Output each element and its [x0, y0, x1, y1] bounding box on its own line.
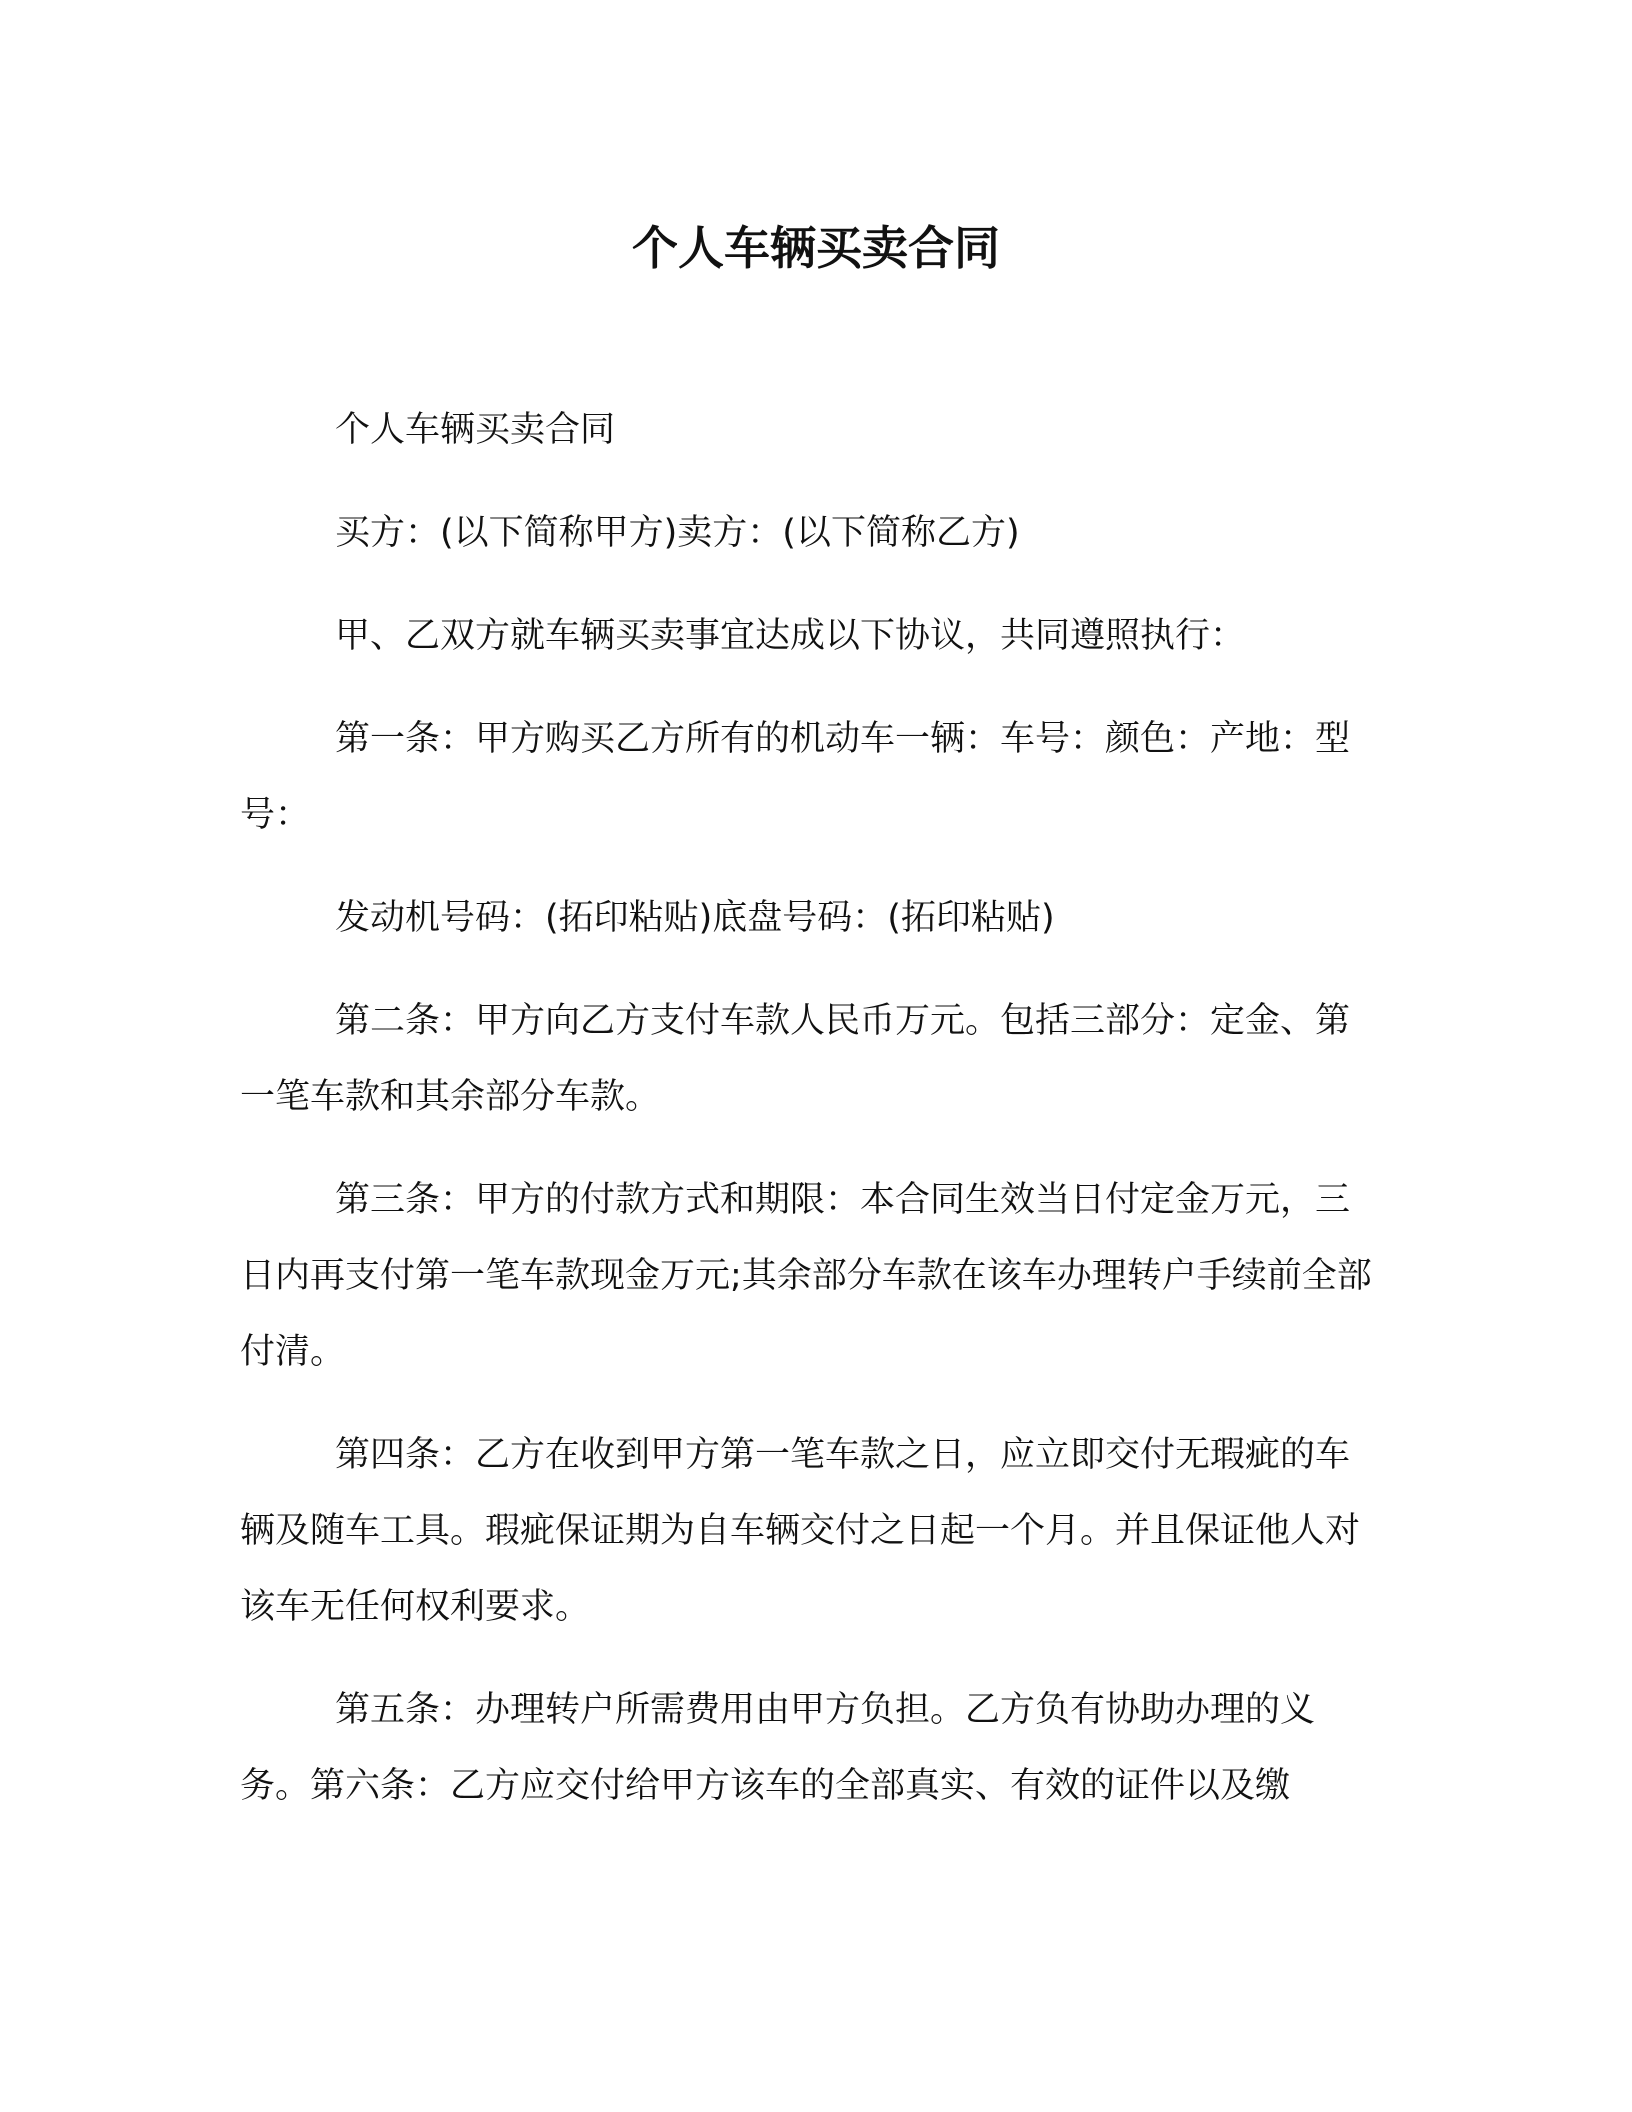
- paragraph-article-1: 第一条：甲方购买乙方所有的机动车一辆：车号：颜色：产地：型号：: [240, 719, 1351, 835]
- paragraph-article-2: 第二条：甲方向乙方支付车款人民币万元。包括三部分：定金、第一笔车款和其余部分车款。: [240, 1001, 1351, 1117]
- document-body: [240, 392, 1380, 1851]
- paragraph-article-5: 第五条：办理转户所需费用由甲方负担。乙方负有协助办理的义务。第六条：乙方应交付给甲方该车的全部真实、有效的证件以及缴: [240, 1690, 1316, 1806]
- paragraph-agreement: 甲、乙双方就车辆买卖事宜达成以下协议，共同遵照执行：: [335, 616, 1246, 656]
- paragraph-heading: 个人车辆买卖合同: [335, 410, 616, 450]
- paragraph-engine-number: 发动机号码：(拓印粘贴)底盘号码：(拓印粘贴): [335, 898, 1055, 938]
- document-title: 个人车辆买卖合同: [632, 221, 1000, 275]
- paragraph-article-4: 第四条：乙方在收到甲方第一笔车款之日，应立即交付无瑕疵的车辆及随车工具。瑕疵保证期为自车辆交付之日起一个月。并且保证他人对该车无任何权利要求。: [240, 1435, 1361, 1627]
- paragraph-parties: 买方：(以下简称甲方)卖方：(以下简称乙方): [335, 513, 1020, 553]
- paragraph-article-3: 第三条：甲方的付款方式和期限：本合同生效当日付定金万元，三日内再支付第一笔车款现金万元;其余部分车款在该车办理转户手续前全部付清。: [240, 1180, 1372, 1372]
